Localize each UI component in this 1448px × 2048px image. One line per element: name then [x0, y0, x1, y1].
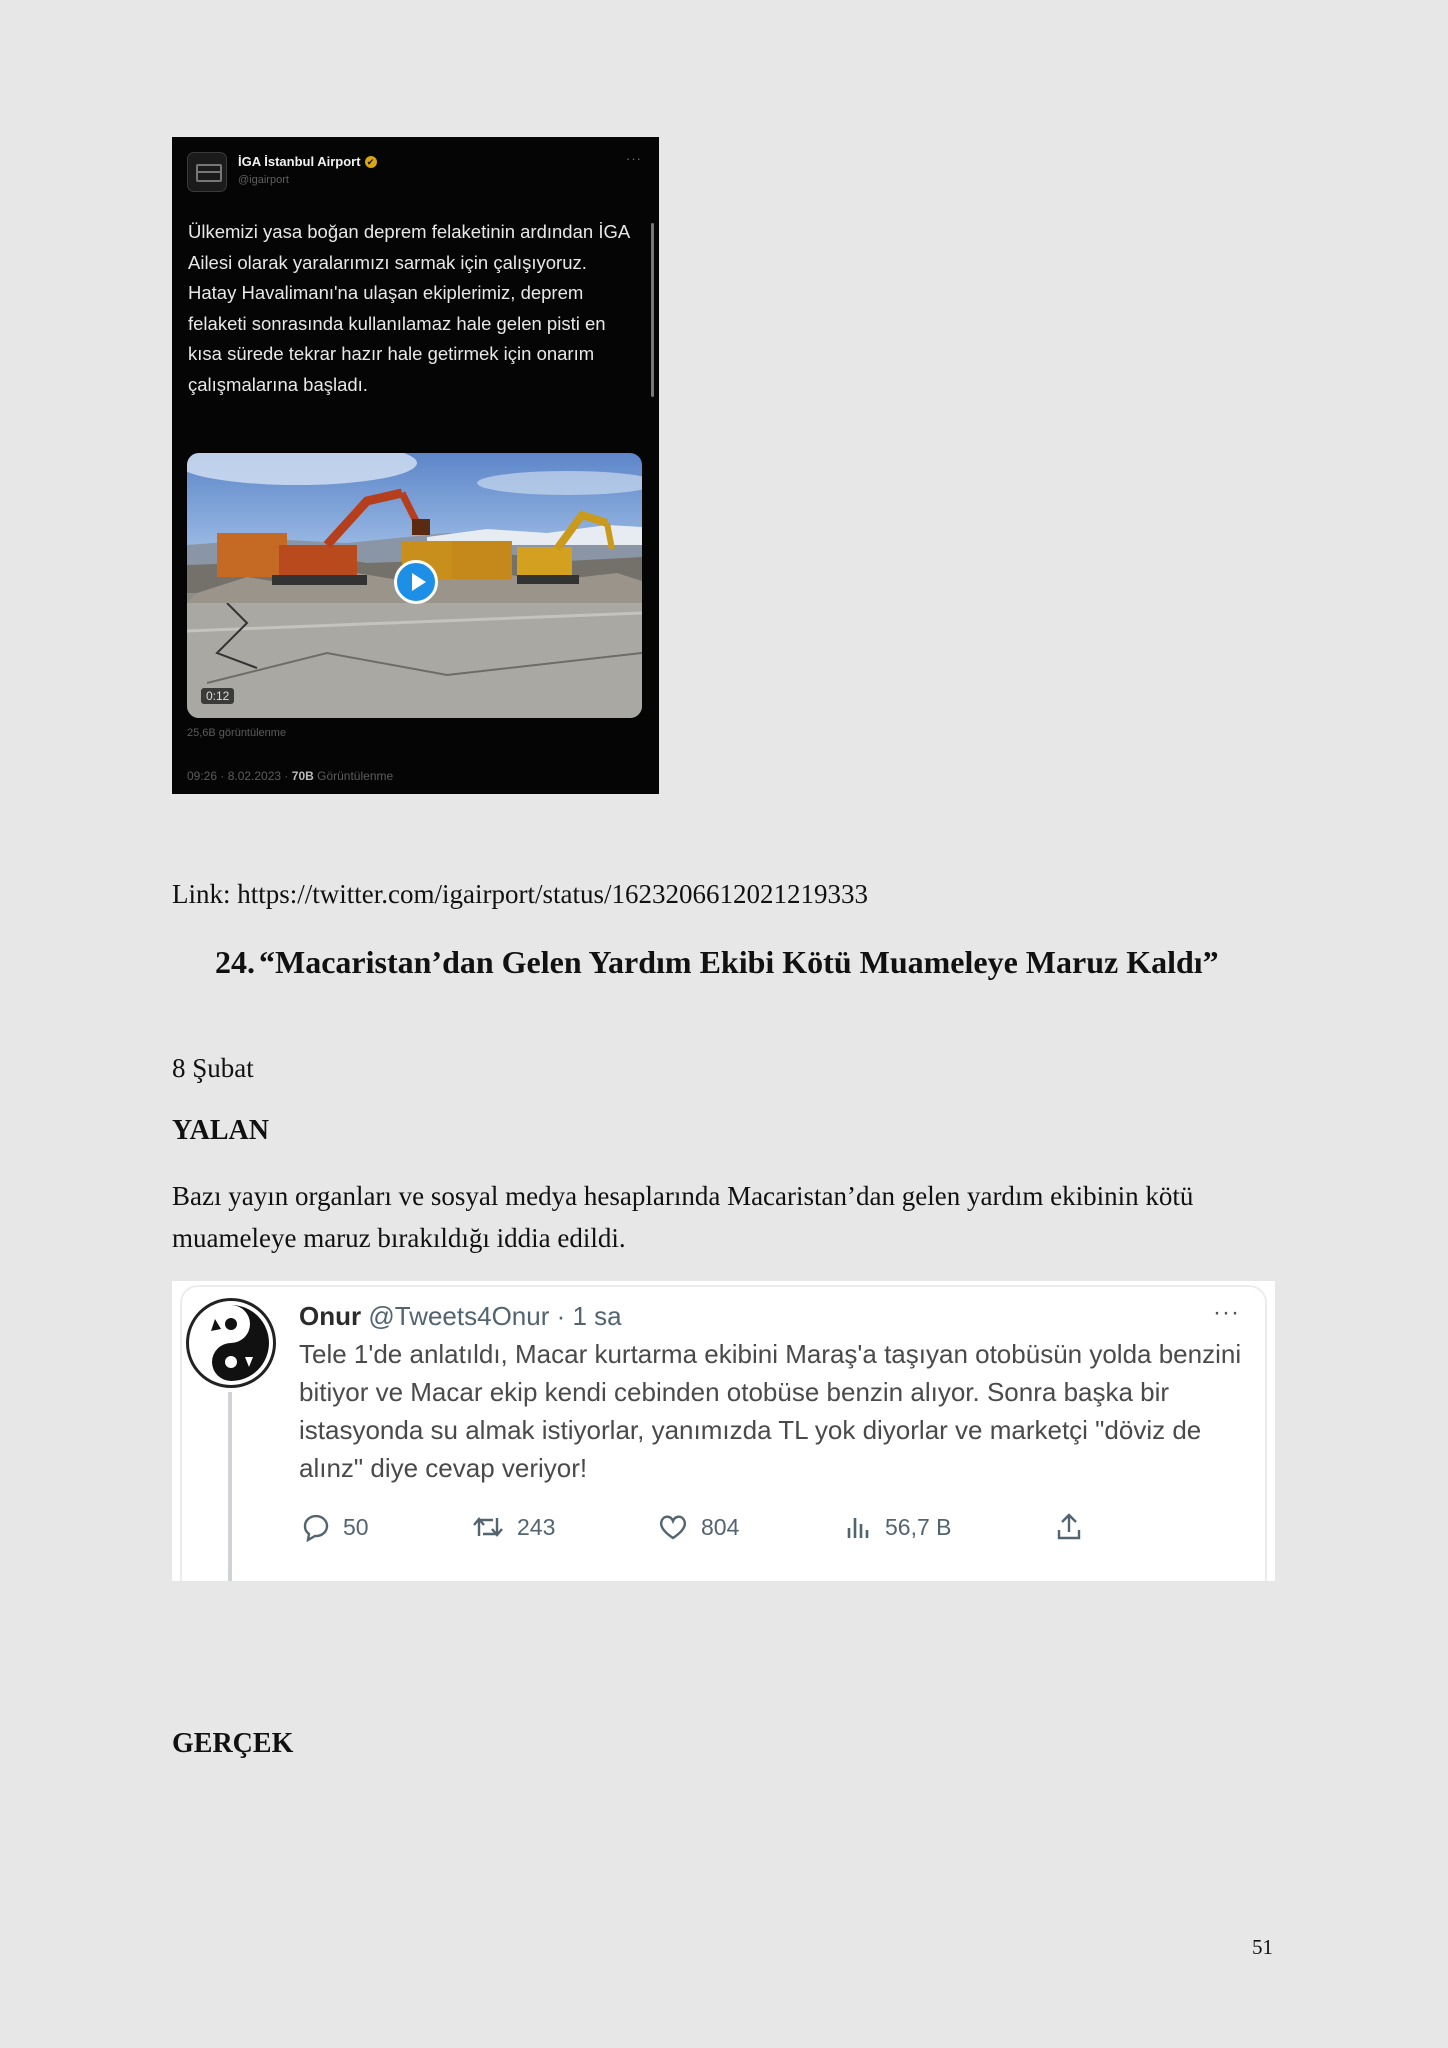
tweet-view-label: Görüntülenme — [317, 769, 394, 783]
verified-badge-icon: ✔ — [365, 156, 377, 168]
reply-action — [299, 1511, 369, 1543]
heart-icon — [657, 1512, 689, 1542]
source-link: Link: https://twitter.com/igairport/status/1623206612021219333 — [172, 879, 868, 909]
tweet-action-bar — [299, 1511, 1199, 1543]
share-action — [1054, 1511, 1096, 1543]
section-title: “Macaristan’dan Gelen Yardım Ekibi Kötü Muameleye Maruz Kaldı” — [259, 944, 1219, 980]
claim-date: 8 Şubat — [172, 1053, 254, 1083]
retweet-icon — [471, 1512, 505, 1542]
video-duration: 0:12 — [201, 688, 234, 704]
reply-icon — [299, 1512, 331, 1542]
embedded-tweet-screenshot-onur — [172, 1281, 1275, 1581]
views-chart-icon — [845, 1512, 873, 1542]
page-number: 51 — [1252, 1935, 1273, 1959]
verdict-true-label: GERÇEK — [172, 1728, 294, 1759]
yin-yang-cat-avatar-icon — [189, 1301, 273, 1385]
more-options-icon: ··· — [1213, 1299, 1240, 1326]
igairport-avatar — [187, 152, 227, 192]
tweet-video-thumbnail — [187, 453, 642, 718]
more-options-icon: ··· — [626, 151, 642, 166]
tweet-header — [299, 1301, 622, 1332]
user-avatar — [186, 1298, 276, 1388]
views-action — [845, 1511, 952, 1543]
tweet-account-name: İGA İstanbul Airport ✔ — [238, 154, 377, 169]
like-count: 804 — [701, 1513, 740, 1540]
video-views: 25,6B görüntülenme — [187, 727, 287, 739]
tweet-view-count: 70B — [291, 769, 314, 783]
play-icon — [394, 560, 438, 604]
retweet-action — [471, 1511, 555, 1543]
share-icon — [1054, 1512, 1084, 1542]
reply-count: 50 — [343, 1513, 369, 1540]
retweet-count: 243 — [517, 1513, 556, 1540]
scrollbar — [651, 223, 654, 397]
embedded-tweet-screenshot-igairport — [172, 137, 659, 794]
thread-line — [228, 1392, 232, 1581]
section-heading — [215, 940, 1255, 984]
tweet-handle-time: @Tweets4Onur · 1 sa — [368, 1301, 622, 1331]
tweet-meta — [187, 769, 393, 783]
tweet-handle: @igairport — [238, 174, 289, 186]
tweet-text: Ülkemizi yasa boğan deprem felaketinin ardından İGA Ailesi olarak yaralarımızı sarmak için çalışıyoruz. Hatay Havalimanı'na ulaşan ekiplerimiz, deprem felaketi sonrasında kullanılamaz hale gelen pisti en kısa sürede tekrar hazır hale getirmek için onarım çalışmalarına başladı. — [188, 221, 630, 395]
section-number: 24. — [215, 944, 255, 980]
tweet-timestamp: 09:26 · 8.02.2023 · — [187, 769, 289, 783]
verdict-false-label: YALAN — [172, 1115, 269, 1146]
tweet-author-name: Onur — [299, 1301, 362, 1331]
like-action — [657, 1511, 739, 1543]
views-count: 56,7 B — [885, 1513, 952, 1540]
tweet-text: Tele 1'de anlatıldı, Macar kurtarma ekibini Maraş'a taşıyan otobüsün yolda benzini bitiyor ve Macar ekip kendi cebinden otobüse benzin alıyor. Sonra başka bir istasyonda su almak istiyorlar, yanımızda TL yok diyorlar ve marketçi "döviz de alınz" diye cevap veriyor! — [299, 1339, 1242, 1483]
claim-paragraph: Bazı yayın organları ve sosyal medya hesaplarında Macaristan’dan gelen yardım ekibinin kötü muameleye maruz bırakıldığı iddia edildi. — [172, 1181, 1194, 1253]
